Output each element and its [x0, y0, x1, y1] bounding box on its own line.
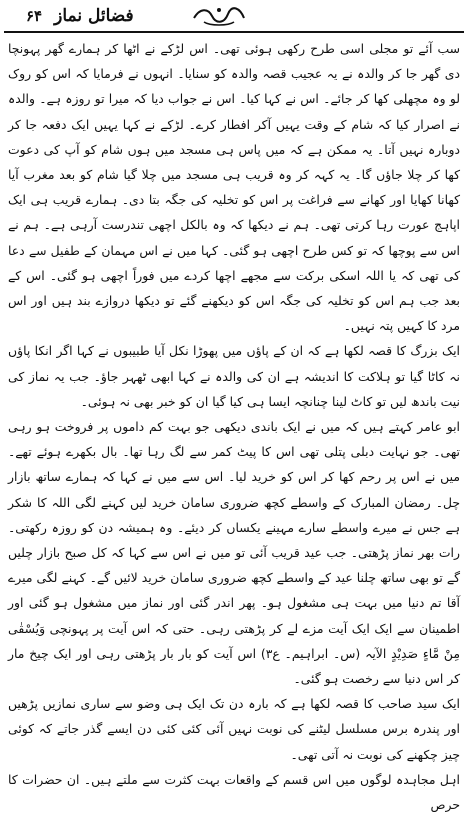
paragraph-4: ایک سید صاحب کا قصہ لکھا ہے کہ بارہ دن تک ایک ہی وضو سے ساری نمازیں پڑھیں اور پندرہ برس مسلسل لیٹنے کی نوبت نہیں آئی کئی کئی دن ایسے گذر جاتے کہ کوئی چیز چکھنے کی نوبت نہ آتی تھی۔	[8, 696, 460, 762]
paragraph-2: ایک بزرگ کا قصہ لکھا ہے کہ ان کے پاؤں میں پھوڑا نکل آیا طبیبوں نے کہا اگر انکا پاؤں نہ کاٹا گیا تو ہلاکت کا اندیشہ ہے ان کی والدہ نے کہا ابھی ٹھہر جاؤ۔ جب یہ نماز کی نیت باندھ لیں تو کاٹ لینا چنانچہ ایسا ہی کیا گیا ان کو خبر بھی نہ ہوئی۔	[8, 343, 460, 409]
header-ornament-icon	[190, 4, 248, 28]
paragraph-3: ابو عامر کہتے ہیں کہ میں نے ایک باندی دیکھی جو بہت کم داموں پر فروخت ہو رہی تھی۔ جو نہایت دبلی پتلی تھی اس کا پیٹ کمر سے لگ رہا تھا۔ بال بکھرے ہوئے تھے۔ میں نے اس پر رحم کھا کر اس کو خرید لیا۔ اس سے میں نے کہا کہ ہمارے ساتھ بازار چل۔ رمضان المبارک کے واسطے کچھ ضروری سامان خرید لیں کہنے لگی اللہ کا شکر ہے جس نے میرے واسطے سارے مہینے یکساں کر دیئے۔ وہ ہمیشہ دن کو روزہ رکھتی۔ رات بھر نماز پڑھتی۔ جب عید قریب آئی تو میں نے اس سے کہا کہ کل صبح بازار چلیں گے تو بھی ساتھ چلنا عید کے واسطے کچھ ضروری سامان خرید لائیں گے۔ کہنے لگی میرے آقا تم دنیا میں بہت ہی مشغول ہو۔ پھر اندر گئی اور نماز میں مشغول ہو گئی اور اطمینان سے ایک ایک آیت مزے لے کر پڑھتی رہی۔ حتی کہ اس آیت پر پہونچی وَیُسْقٰی مِنْ مَّاءٍ صَدِیْدٍ الآیہ (س۔ ابراہیم۔ ع۳) اس آیت کو بار بار پڑھتی رہی اور ایک چیخ مار کر اس دنیا سے رخصت ہو گئی۔	[8, 419, 460, 687]
page-body	[8, 36, 460, 813]
paragraph-1: سب آئے تو مجلی اسی طرح رکھی ہوئی تھی۔ اس لڑکے نے اٹھا کر ہمارے گھر پہونچا دی گھر جا کر والدہ نے یہ عجیب قصہ والدہ کو سنایا۔ انہوں نے فرمایا کہ اس کو روک لو وہ مچھلی کھا کر جائے۔ اس نے کہا کیا۔ اس نے جواب دیا کہ میرا تو روزہ ہے۔ والدہ نے اصرار کیا کہ شام کے وقت یہیں آکر افطار کرے۔ لڑکے نے کہا یہیں ایک دفعہ جا کر دوبارہ نہیں آتا۔ یہ ممکن ہے کہ میں پاس ہی مسجد میں ہوں شام کو آپ کی دعوت کھا کر چلا جاؤں گا۔ یہ کہہ کر وہ قریب ہی مسجد میں چلا گیا شام کو بعد مغرب آیا کھانا کھایا اور کھانے سے فراغت پر اس کو تخلیہ کی جگہ بتا دی۔ ہمارے قریب ہی ایک اپاہج عورت رہا کرتی تھی۔ ہم نے دیکھا کہ وہ بالکل اچھی تندرست آرہی ہے۔ ہم نے اس سے پوچھا کہ تو کس طرح اچھی ہو گئی۔ کہا میں نے اس مہمان کے طفیل سے دعا کی تھی کہ یا اللہ اسکی برکت سے مجھے اچھا کردے میں فوراً اچھی ہو گئی۔ اس کے بعد جب ہم اس کو تخلیہ کی جگہ اس کو دیکھنے گئے تو دیکھا دروازے بند ہیں اور اس مرد کا کہیں پتہ نہیں۔	[8, 41, 460, 334]
book-title: فضائل نماز	[54, 6, 134, 26]
page-number: ۶۴	[26, 7, 43, 25]
header-divider	[4, 31, 464, 33]
paragraph-5: اہل مجاہدہ لوگوں میں اس قسم کے واقعات بہت کثرت سے ملتے ہیں۔ ان حضرات کا حرص	[8, 771, 460, 813]
